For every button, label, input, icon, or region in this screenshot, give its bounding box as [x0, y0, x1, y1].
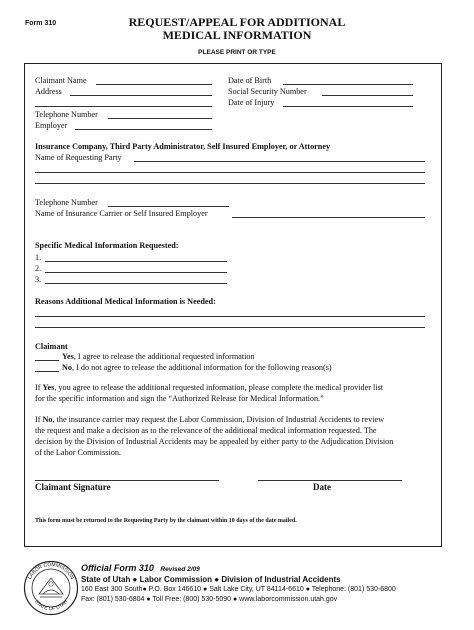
employer-field[interactable] — [75, 129, 212, 130]
requesting-party-label: Name of Requesting Party — [35, 153, 122, 162]
address-label: Address — [35, 87, 62, 96]
medical-item-2-number: 2. — [35, 264, 42, 273]
carrier-name-label: Name of Insurance Carrier or Self Insured Employer — [35, 209, 208, 218]
no-option-text — [62, 362, 332, 373]
reasons-line-1[interactable] — [35, 316, 425, 317]
agency-line: State of Utah ● Labor Commission ● Division of Industrial Accidents — [81, 575, 341, 584]
if-no-paragraph-line3: decision by the Division of Industrial Accidents may be appealed by either party to the Adjudication Division — [35, 437, 394, 446]
medical-item-2-field[interactable] — [45, 272, 227, 273]
doi-field[interactable] — [283, 106, 413, 107]
dob-label: Date of Birth — [228, 76, 272, 85]
reasons-line-2[interactable] — [35, 327, 425, 328]
telephone-label: Telephone Number — [35, 110, 98, 119]
medical-item-1-number: 1. — [35, 253, 42, 262]
svg-text:STATE OF UTAH: STATE OF UTAH — [32, 598, 70, 613]
address-field-2[interactable] — [35, 106, 212, 107]
insurance-telephone-field[interactable] — [108, 206, 229, 207]
no-label: No — [62, 363, 73, 372]
address-field-1[interactable] — [70, 95, 212, 96]
claimant-name-field[interactable] — [96, 84, 212, 85]
carrier-name-field[interactable] — [232, 217, 425, 218]
svg-text:LABOR COMMISSION: LABOR COMMISSION — [27, 561, 75, 581]
insurance-telephone-label: Telephone Number — [35, 198, 98, 207]
official-form-label: Official Form 310 — [81, 563, 154, 573]
medical-item-3-number: 3. — [35, 275, 42, 284]
print-instruction: PLEASE PRINT OR TYPE — [198, 49, 276, 56]
seal-icon — [23, 560, 79, 616]
employer-label: Employer — [35, 121, 68, 130]
yes-checkbox-line[interactable] — [35, 360, 59, 361]
telephone-field[interactable] — [108, 118, 212, 119]
requesting-party-field[interactable] — [134, 161, 425, 162]
title-line2: MEDICAL INFORMATION — [162, 28, 312, 42]
ssn-field[interactable] — [322, 95, 413, 96]
claimant-name-label: Claimant Name — [35, 76, 87, 85]
if-no-paragraph-line2: the request and make a decision as to the relevance of the additional medical information requested. The — [35, 426, 377, 435]
dob-field[interactable] — [283, 84, 413, 85]
state-seal — [23, 560, 79, 616]
yes-option-text — [62, 351, 255, 362]
if-no-paragraph-line4: of the Labor Commission. — [35, 448, 121, 457]
official-form-line — [81, 563, 200, 573]
revised-date: Revised 2/09 — [160, 566, 200, 573]
if-no-paragraph-line1: If No, the insurance carrier may request the Labor Commission, Division of Industrial Accidents to review — [35, 415, 385, 424]
reasons-heading: Reasons Additional Medical Information is Needed: — [35, 297, 216, 306]
return-notice: This form must be returned to the Requesting Party by the claimant within 10 days of the date mailed. — [35, 518, 297, 524]
requesting-party-line-3[interactable] — [35, 183, 425, 184]
form-number: Form 310 — [25, 20, 57, 27]
fax-line: Fax: (801) 530-6804 ● Toll Free: (800) 530-5090 ● www.laborcommission.utah.gov — [81, 596, 338, 603]
title-line1: REQUEST/APPEAL FOR ADDITIONAL — [128, 15, 346, 29]
address-line: 160 East 300 South● P.O. Box 146610 ● Salt Lake City, UT 84114-6610 ● Telephone: (801) 530-6800 — [81, 586, 396, 593]
if-yes-paragraph-line1: If Yes, you agree to release the additional requested information, please complete the medical provider list — [35, 383, 384, 392]
doi-label: Date of Injury — [228, 98, 275, 107]
signature-field[interactable] — [35, 480, 219, 481]
no-checkbox-line[interactable] — [35, 371, 59, 372]
requesting-party-line-2[interactable] — [35, 172, 425, 173]
insurance-heading: Insurance Company, Third Party Administrator, Self Insured Employer, or Attorney — [35, 142, 331, 151]
medical-item-3-field[interactable] — [45, 283, 227, 284]
no-description: , I do not agree to release the additional information for the following reason(s) — [72, 363, 332, 372]
signature-label: Claimant Signature — [35, 482, 111, 492]
claimant-heading: Claimant — [35, 342, 68, 351]
if-yes-paragraph-line2: for the specific information and sign the “Authorized Release for Medical Information.” — [35, 394, 324, 403]
yes-description: , I agree to release the additional requested information — [73, 352, 255, 361]
medical-heading: Specific Medical Information Requested: — [35, 241, 179, 250]
date-label: Date — [313, 482, 331, 492]
ssn-label: Social Security Number — [228, 87, 307, 96]
date-field[interactable] — [258, 480, 402, 481]
yes-label: Yes — [62, 352, 74, 361]
medical-item-1-field[interactable] — [45, 261, 227, 262]
